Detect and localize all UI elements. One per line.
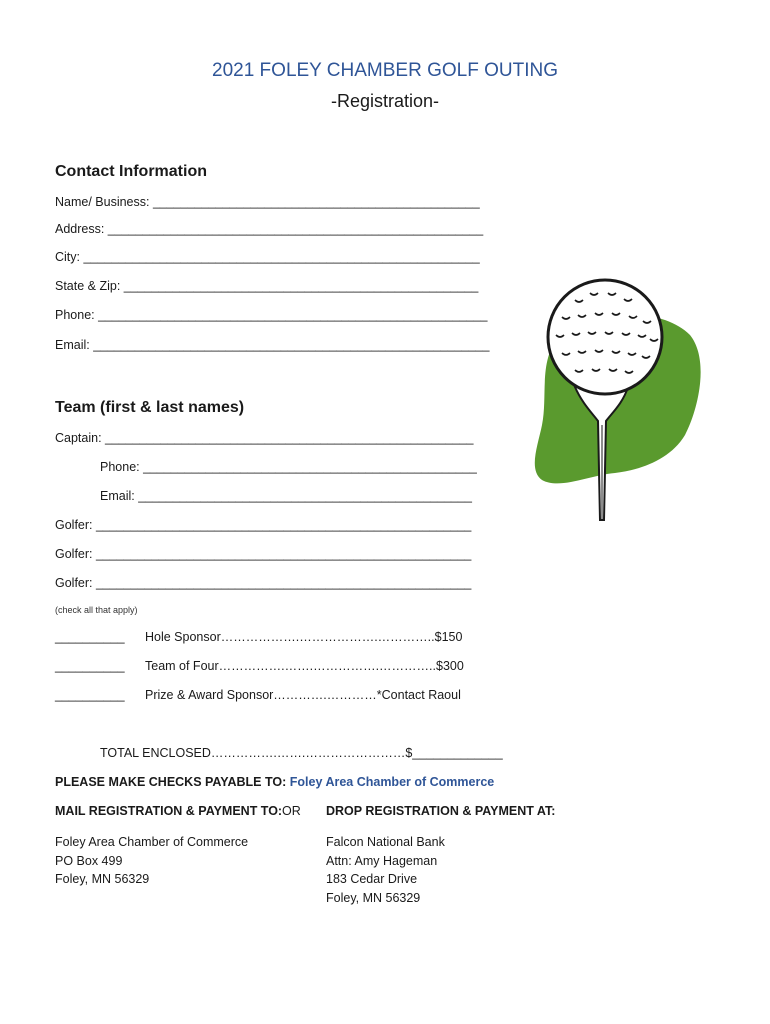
- golfer-field[interactable]: Golfer: ______________________________________________________: [55, 518, 472, 532]
- drop-address-line: Falcon National Bank: [326, 835, 445, 849]
- team-of-four-label: Team of Four…………….…….…………….…………..$300: [145, 659, 464, 673]
- prize-award-sponsor-checkbox[interactable]: __________: [55, 688, 125, 702]
- hole-sponsor-label: Hole Sponsor……………….……………….…………..$150: [145, 630, 463, 644]
- address-field[interactable]: Address: ______________________________________________________: [55, 222, 484, 236]
- mail-address-line: PO Box 499: [55, 853, 123, 868]
- or-text: OR: [282, 804, 301, 818]
- total-enclosed-field[interactable]: TOTAL ENCLOSED…………….…….……………………$_____________: [100, 746, 503, 760]
- captain-email-field[interactable]: Email: ________________________________________________: [100, 489, 472, 503]
- name-business-field[interactable]: Name/ Business: _______________________________________________: [55, 195, 480, 209]
- payable-label: PLEASE MAKE CHECKS PAYABLE TO:: [55, 775, 287, 789]
- prize-award-sponsor-label: Prize & Award Sponsor………….…………*Contact Raoul: [145, 688, 461, 702]
- drop-address-line: 183 Cedar Drive: [326, 872, 418, 886]
- mail-address-line: Foley, MN 56329: [55, 872, 150, 886]
- payable-to: Foley Area Chamber of Commerce: [289, 775, 495, 789]
- city-field[interactable]: City: _________________________________________________________: [55, 250, 480, 264]
- contact-heading: Contact Information: [55, 163, 207, 180]
- hole-sponsor-checkbox[interactable]: __________: [55, 630, 125, 644]
- golf-ball-on-tee-icon: [520, 275, 710, 525]
- mail-label: MAIL REGISTRATION & PAYMENT TO:: [55, 804, 283, 818]
- captain-field[interactable]: Captain: _____________________________________________________: [55, 431, 474, 445]
- email-field[interactable]: Email: _________________________________________________________: [55, 338, 490, 352]
- mail-address-line: Foley Area Chamber of Commerce: [55, 835, 249, 849]
- team-of-four-checkbox[interactable]: __________: [55, 659, 125, 673]
- page-subtitle: -Registration-: [330, 91, 440, 111]
- golfer-field[interactable]: Golfer: ______________________________________________________: [55, 547, 472, 561]
- drop-address-line: Attn: Amy Hageman: [326, 853, 438, 868]
- payable-line: [55, 775, 494, 789]
- drop-address: [326, 833, 445, 907]
- state-zip-field[interactable]: State & Zip: ___________________________________________________: [55, 279, 479, 293]
- phone-field[interactable]: Phone: ________________________________________________________: [55, 308, 488, 322]
- page-title: 2021 FOLEY CHAMBER GOLF OUTING: [212, 60, 558, 81]
- captain-phone-field[interactable]: Phone: ________________________________________________: [100, 460, 477, 474]
- check-note: (check all that apply): [55, 605, 138, 615]
- drop-address-line: Foley, MN 56329: [326, 890, 421, 905]
- mail-address: [55, 833, 248, 889]
- golfer-field[interactable]: Golfer: ______________________________________________________: [55, 576, 472, 590]
- drop-label: DROP REGISTRATION & PAYMENT AT:: [326, 804, 556, 818]
- team-heading: Team (first & last names): [55, 399, 245, 416]
